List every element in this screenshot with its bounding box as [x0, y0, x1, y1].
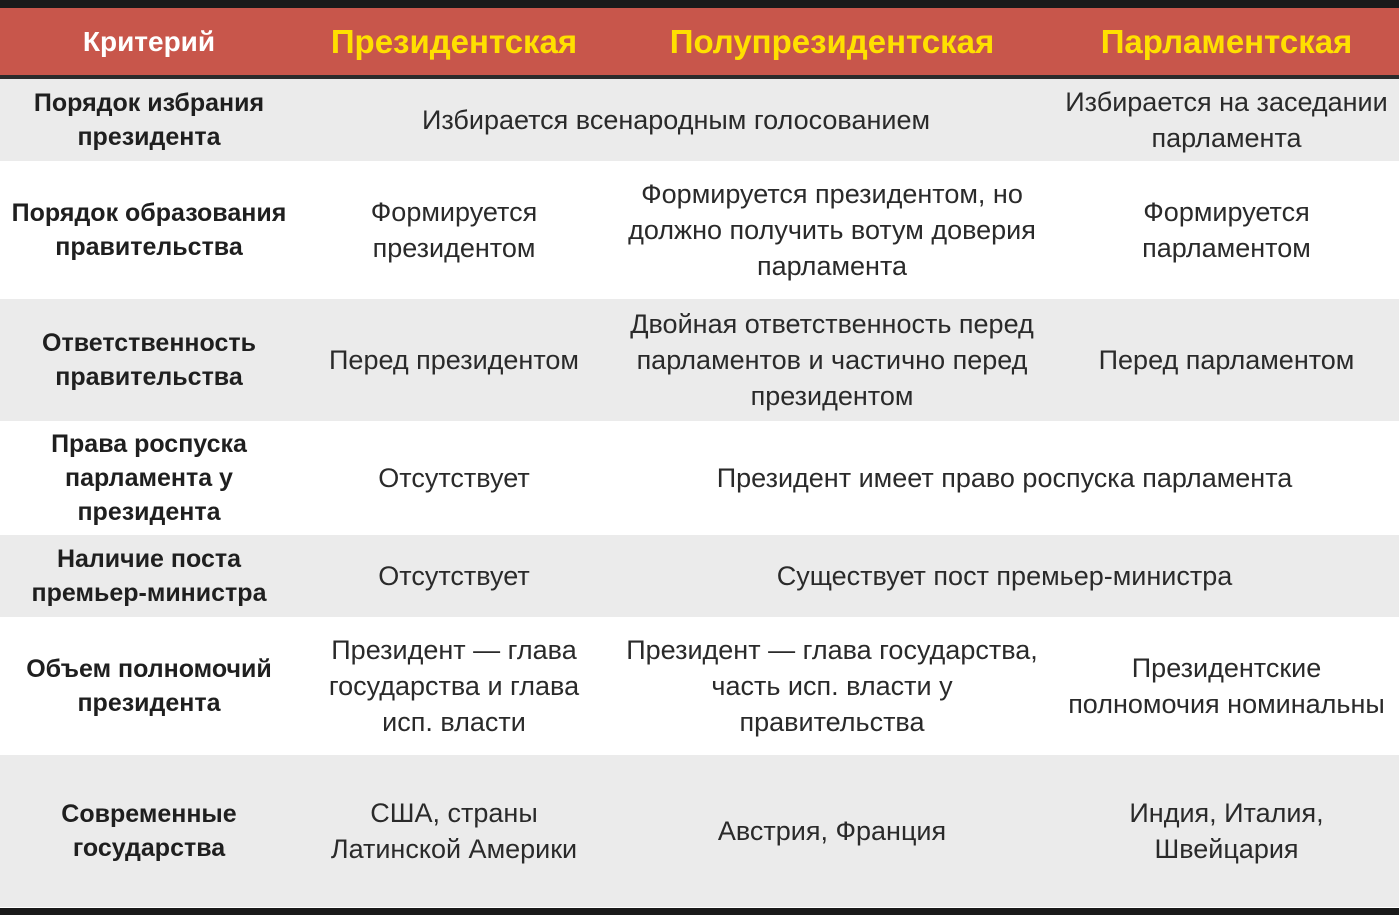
bottom-frame-bar	[0, 908, 1399, 915]
criterion-cell: Наличие поста премьер-министра	[31, 545, 267, 607]
cell-pres-semi: Избирается всенародным голосованием	[421, 105, 931, 135]
cell-semi: Формируется президентом, но должно получить вотум доверия парламента	[628, 179, 1036, 281]
cell-semi: Президент — глава государства, часть исп. власти у правительства	[626, 635, 1038, 737]
header-criteria: Критерий	[82, 25, 216, 57]
row-dissolution	[0, 421, 1399, 535]
cell-parl: Избирается на заседании парламента	[1065, 87, 1388, 153]
row-government-formation	[0, 161, 1399, 299]
table-header	[0, 8, 1399, 75]
row-responsibility	[0, 299, 1399, 421]
header-parliamentary: Парламентская	[1100, 22, 1353, 60]
cell-semi: Двойная ответственность перед парламентов и частично перед президентом	[630, 309, 1034, 411]
row-powers	[0, 617, 1399, 755]
criterion-cell: Порядок избрания президента	[33, 89, 265, 151]
table-body	[0, 75, 1399, 907]
cell-parl: Формируется парламентом	[1142, 197, 1311, 263]
comparison-table	[0, 8, 1399, 907]
cell-parl: Индия, Италия, Швейцария	[1129, 798, 1324, 864]
header-semi-presidential: Полупрезидентская	[669, 22, 995, 60]
header-row	[0, 8, 1399, 75]
cell-pres: Президент — глава государства и глава исп. власти	[328, 635, 580, 737]
row-states	[0, 755, 1399, 907]
cell-parl: Президентские полномочия номинальны	[1068, 653, 1385, 719]
cell-semi-parl: Президент имеет право роспуска парламента	[716, 463, 1293, 493]
cell-semi-parl: Существует пост премьер-министра	[776, 561, 1233, 591]
header-presidential: Президентская	[330, 22, 578, 60]
row-prime-minister	[0, 535, 1399, 617]
cell-pres: Отсутствует	[378, 463, 530, 493]
cell-pres: Формируется президентом	[370, 197, 538, 263]
criterion-cell: Объем полномочий президента	[26, 655, 272, 717]
cell-pres: Перед президентом	[329, 345, 579, 375]
criterion-cell: Права роспуска парламента у президента	[51, 430, 247, 526]
criterion-cell: Порядок образования правительства	[11, 199, 287, 261]
top-frame-bar	[0, 0, 1399, 8]
row-election	[0, 79, 1399, 161]
criterion-cell: Современные государства	[61, 800, 237, 862]
cell-semi: Австрия, Франция	[717, 816, 947, 846]
cell-parl: Перед парламентом	[1098, 345, 1355, 375]
criterion-cell: Ответственность правительства	[42, 329, 256, 391]
cell-pres: США, страны Латинской Америки	[330, 798, 578, 864]
cell-pres: Отсутствует	[378, 561, 530, 591]
